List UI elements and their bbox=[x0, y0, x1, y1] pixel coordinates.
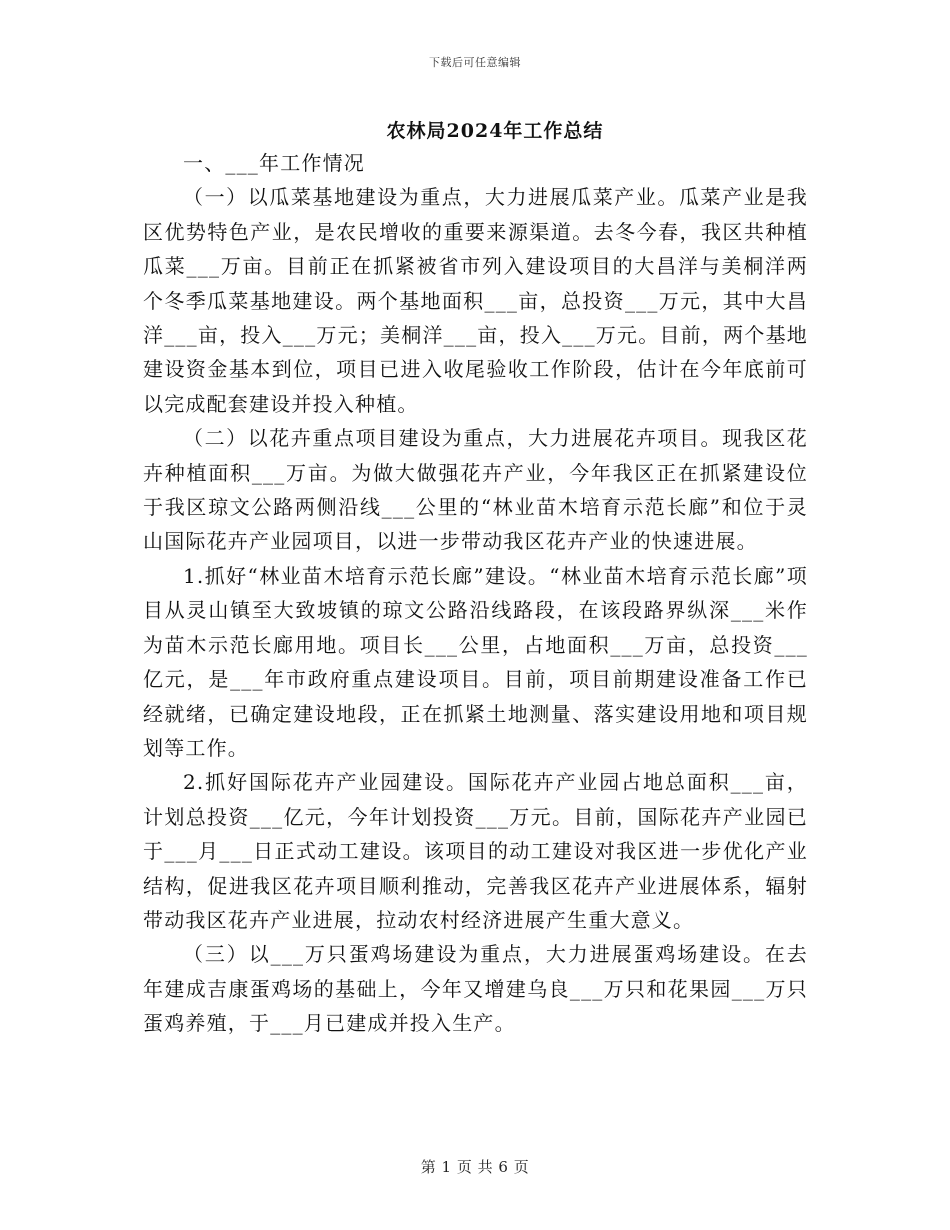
paragraph-flower-project: （二）以花卉重点项目建设为重点，大力进展花卉项目。现我区花卉种植面积___万亩。为做大做强花卉产业，今年我区正在抓紧建设位于我区琼文公路两侧沿线___公里的“林业苗木培育示范长廊”和位于灵山国际花卉产业园项目，以进一步带动我区花卉产业的快速进展。 bbox=[143, 426, 808, 554]
paragraph-vegetable-base: （一）以瓜菜基地建设为重点，大力进展瓜菜产业。瓜菜产业是我区优势特色产业，是农民增收的重要来源渠道。去冬今春，我区共种植瓜菜___万亩。目前正在抓紧被省市列入建设项目的大昌洋与美桐洋两个冬季瓜菜基地建设。两个基地面积___亩，总投资___万元，其中大昌洋___亩，投入___万元；美桐洋___亩，投入___万元。目前，两个基地建设资金基本到位，项目已进入收尾验收工作阶段，估计在今年底前可以完成配套建设并投入种植。 bbox=[143, 185, 808, 416]
document-title: 农林局2024年工作总结 bbox=[386, 120, 604, 142]
paragraph-flower-industrial-park: 2.抓好国际花卉产业园建设。国际花卉产业园占地总面积___亩，计划总投资___亿元，今年计划投资___万元。目前，国际花卉产业园已于___月___日正式动工建设。该项目的动工建设对我区进一步优化产业结构，促进我区花卉项目顺利推动，完善我区花卉产业进展体系，辐射带动我区花卉产业进展，拉动农村经济进展产生重大意义。 bbox=[143, 770, 808, 932]
section-heading: 一、___年工作情况 bbox=[183, 151, 365, 175]
document-body bbox=[143, 146, 808, 1041]
header-note: 下载后可任意编辑 bbox=[429, 56, 521, 69]
paragraph-layer-chicken-farm: （三）以___万只蛋鸡场建设为重点，大力进展蛋鸡场建设。在去年建成吉康蛋鸡场的基础上，今年又增建乌良___万只和花果园___万只蛋鸡养殖，于___月已建成并投入生产。 bbox=[143, 942, 808, 1036]
page-number: 第 1 页 共 6 页 bbox=[420, 1158, 530, 1176]
paragraph-nursery-corridor: 1.抓好“林业苗木培育示范长廊”建设。“林业苗木培育示范长廊”项目从灵山镇至大致坡镇的琼文公路沿线路段，在该段路界纵深___米作为苗木示范长廊用地。项目长___公里，占地面积___万亩，总投资___亿元，是___年市政府重点建设项目。目前，项目前期建设准备工作已经就绪，已确定建设地段，正在抓紧土地测量、落实建设用地和项目规划等工作。 bbox=[143, 563, 808, 760]
